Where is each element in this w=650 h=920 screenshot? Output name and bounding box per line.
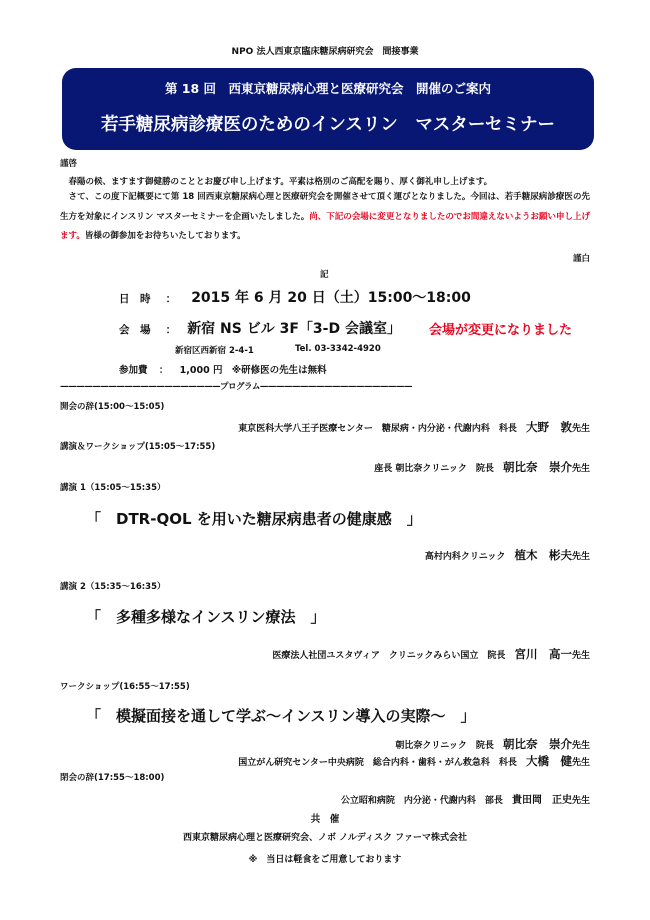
refreshment-note: ※ 当日は軽食をご用意しております [248, 855, 402, 865]
honorific: 先生 [571, 552, 590, 562]
venue-change-notice-text: 尚、下記の会場に変更となりましたのでお間違えないようお願い申し上げます。 [60, 211, 590, 241]
closing-speaker-name: 貴田岡 正史 [511, 795, 572, 806]
venue-label: 会 場 [119, 324, 151, 336]
banner-subtitle: 第 18 回 西東京糖尿病心理と医療研究会 開催のご案内 [164, 81, 492, 96]
ki-mark: 記 [320, 270, 329, 280]
talk1-label: 講演 1（15:05～15:35） [60, 483, 166, 493]
banner-title: 若手糖尿病診療医のためのインスリン マスターセミナー [100, 115, 556, 135]
title-banner [62, 68, 594, 150]
program-divider: ————————————————————プログラム——————————————————— [60, 382, 412, 392]
lecture-workshop-label: 講演＆ワークショップ(15:05～17:55) [60, 442, 216, 452]
talk2-speaker [272, 646, 590, 662]
talk1-speaker-name: 植木 彬夫 [514, 548, 572, 562]
fee-label: 参加費 [119, 365, 148, 376]
venue-value: 新宿 NS ビル 3F「3-D 会議室」 [187, 321, 401, 337]
honorific: 先生 [571, 758, 590, 768]
honorific: 先生 [571, 741, 590, 751]
letter-paragraph-2-main: さて、この度下記概要にて第 18 回西東京糖尿病心理と医療研究会を開催させて頂く運びとなりました。今回は、若手糖尿病診療医の先生方を対象にインスリン マスターセミナーを企画いたしました。 [60, 192, 590, 222]
workshop-speaker-name-2: 大橋 健 [525, 754, 572, 768]
organizer-line: NPO 法人西東京臨床糖尿病研究会 間接事業 [231, 47, 419, 57]
talk1-affiliation: 高村内科クリニック [424, 552, 506, 562]
closing-speaker [341, 791, 590, 806]
workshop-speaker-2 [238, 753, 590, 769]
chair [374, 459, 590, 475]
honorific: 先生 [571, 796, 590, 806]
letter-paragraph-2-end: 皆様の御参加をお待ちいたしております。 [84, 231, 246, 241]
letter-paragraph-2 [60, 188, 590, 247]
letter-paragraph-1: 春陽の候、ますます御健勝のこととお慶び申し上げます。平素は格別のご高配を賜り、厚く御礼申し上げます。 [60, 177, 493, 187]
fee-note: ※研修医の先生は無料 [231, 365, 327, 376]
talk2-title: 「 多種多様なインスリン療法 」 [86, 608, 326, 626]
workshop-speaker-1 [395, 736, 590, 752]
workshop-title: 「 模擬面接を通して学ぶ～インスリン導入の実際～ 」 [86, 707, 476, 725]
workshop-label: ワークショップ(16:55～17:55) [60, 682, 190, 692]
talk1-title: 「 DTR-QOL を用いた糖尿病患者の健康感 」 [86, 510, 422, 528]
letter-opening: 謹啓 [60, 159, 78, 169]
fee-row: 参加費 ： 1,000 円 ※研修医の先生は無料 [119, 365, 327, 376]
workshop-speaker-name-1: 朝比奈 崇介 [502, 737, 572, 751]
date-value: 2015 年 6 月 20 日（土）15:00～18:00 [191, 290, 471, 306]
venue-changed-notice: 会場が変更になりました [429, 323, 573, 338]
venue-tel: Tel. 03-3342-4920 [295, 344, 381, 354]
workshop-affiliation-1: 朝比奈クリニック 院長 [395, 741, 494, 751]
chair-name: 朝比奈 崇介 [502, 460, 572, 474]
venue-row: 会 場 ： 新宿 NS ビル 3F「3-D 会議室」 [119, 321, 401, 337]
workshop-affiliation-2: 国立がん研究センター中央病院 総合内科・歯科・がん救急科 科長 [238, 758, 517, 768]
opening-remarks-label: 開会の辞(15:00～15:05) [60, 402, 165, 412]
honorific: 先生 [571, 651, 590, 661]
honorific: 先生 [571, 464, 590, 474]
talk1-speaker [425, 547, 590, 563]
honorific: 先生 [571, 424, 590, 434]
chair-affiliation: 座長 朝比奈クリニック 院長 [374, 464, 494, 474]
date-label: 日 時 [119, 293, 151, 305]
closing-affiliation: 公立昭和病院 内分泌・代謝内科 部長 [340, 796, 503, 806]
opening-speaker-affiliation: 東京医科大学八王子医療センター 糖尿病・内分泌・代謝内科 科長 [238, 424, 517, 434]
talk2-speaker-name: 宮川 高一 [514, 647, 572, 661]
cohost-label: 共 催 [310, 814, 340, 825]
talk2-label: 講演 2（15:35～16:35） [60, 582, 166, 592]
letter-closing: 謹白 [572, 254, 590, 264]
talk2-affiliation: 医療法人社団ユスタヴィア クリニックみらい国立 院長 [272, 651, 506, 661]
closing-remarks-label: 閉会の辞(17:55～18:00) [60, 773, 165, 783]
venue-address: 新宿区西新宿 2-4-1 [175, 346, 254, 356]
fee-value: 1,000 円 [179, 365, 223, 376]
cohosts: 西東京糖尿病心理と医療研究会、ノボ ノルディスク ファーマ株式会社 [182, 833, 467, 843]
date-row: 日 時 ： 2015 年 6 月 20 日（土）15:00～18:00 [119, 290, 471, 306]
opening-speaker [238, 419, 590, 435]
opening-speaker-name: 大野 敦 [525, 420, 572, 434]
